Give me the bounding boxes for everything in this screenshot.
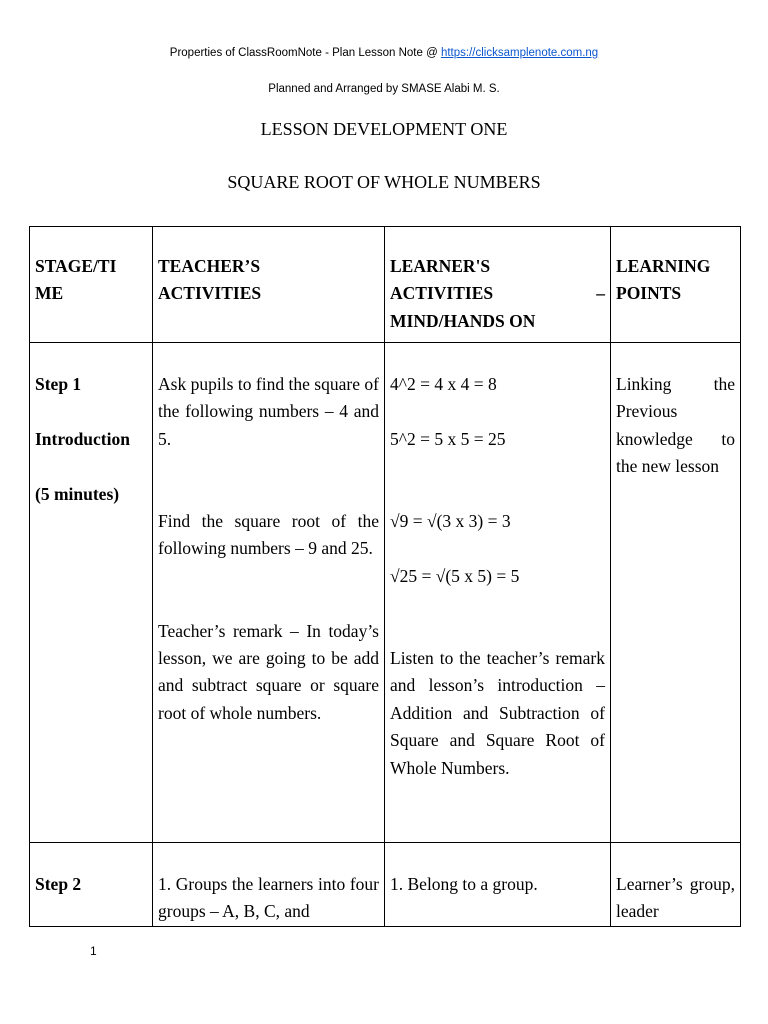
step1-learner-activity-1: 4^2 = 4 x 4 = 8	[390, 374, 497, 394]
step2-learner-cell	[385, 843, 611, 927]
step1-teacher-activity-3: Teacher’s remark – In today’s lesson, we are going to be add and subtract square or square root of whole numbers.	[158, 620, 379, 723]
step1-teacher-cell	[153, 343, 385, 843]
step2-teacher-activity-1: 1. Groups the learners into four groups – A, B, C, and	[158, 874, 379, 922]
header-learning-points: LEARNING POINTS	[611, 227, 741, 343]
table-header-row	[30, 227, 741, 343]
header-learner-activities: LEARNER'S ACTIVITIES – MIND/HANDS ON	[385, 227, 611, 343]
header-author: Planned and Arranged by SMASE Alabi M. S.	[268, 83, 500, 95]
lesson-title: LESSON DEVELOPMENT ONE	[260, 119, 508, 139]
table-row-step-1	[30, 343, 741, 843]
step1-teacher-activity-1: Ask pupils to find the square of the following numbers – 4 and 5.	[158, 374, 379, 449]
step1-learner-activity-5: Listen to the teacher’s remark and lesson’s introduction – Addition and Subtraction of Square and Square Root of Whole Numbers.	[390, 648, 605, 778]
step1-stage-name: Introduction	[35, 428, 130, 449]
header-attribution	[0, 47, 768, 59]
step2-teacher-cell	[153, 843, 385, 927]
header-stage-time: STAGE/TI ME	[30, 227, 153, 343]
step1-learner-cell	[385, 343, 611, 843]
step2-points-cell	[611, 843, 741, 927]
step2-learner-activity-1: 1. Belong to a group.	[390, 874, 538, 894]
page-number: 1	[90, 944, 97, 958]
step1-learning-points: Linking the Previous knowledge to the new lesson	[616, 374, 735, 477]
header-website-link[interactable]: https://clicksamplenote.com.ng	[440, 47, 599, 59]
table-row-step-2	[30, 843, 741, 927]
step1-teacher-activity-2: Find the square root of the following numbers – 9 and 25.	[158, 511, 379, 559]
step1-stage-label: Step 1	[35, 374, 82, 394]
step1-learner-activity-2: 5^2 = 5 x 5 = 25	[390, 428, 506, 449]
step1-learner-activity-4: √25 = √(5 x 5) = 5	[390, 565, 520, 586]
step2-learning-points: Learner’s group, leader	[616, 874, 735, 922]
step1-stage-cell	[30, 343, 153, 843]
step1-points-cell	[611, 343, 741, 843]
topic-title: SQUARE ROOT OF WHOLE NUMBERS	[227, 172, 541, 192]
step2-stage-cell	[30, 843, 153, 927]
header-teacher-activities: TEACHER’S ACTIVITIES	[153, 227, 385, 343]
step1-learner-activity-3: √9 = √(3 x 3) = 3	[390, 511, 511, 531]
step2-stage-label: Step 2	[35, 874, 82, 894]
lesson-table	[29, 226, 741, 927]
step1-stage-time: (5 minutes)	[35, 483, 120, 504]
header-attribution-text: Properties of ClassRoomNote - Plan Lesson Note @	[169, 47, 441, 59]
